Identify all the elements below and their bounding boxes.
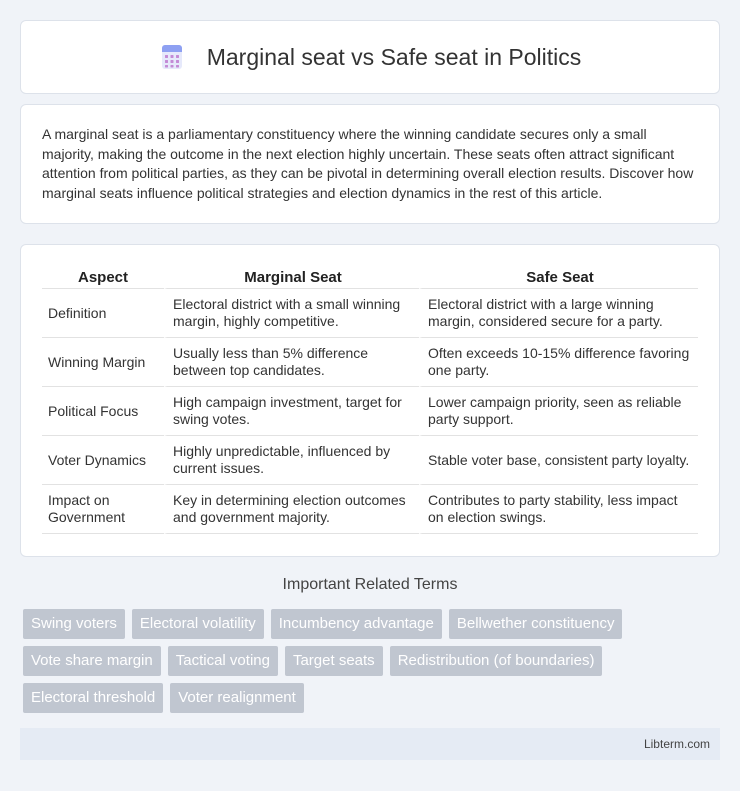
tag-row: [23, 609, 723, 639]
tag-bellwether-constituency[interactable]: Bellwether constituency: [449, 609, 623, 639]
tag-voter-realignment[interactable]: Voter realignment: [170, 683, 304, 713]
table-row: [42, 436, 698, 485]
calculator-icon: [159, 44, 185, 70]
page-title: Marginal seat vs Safe seat in Politics: [206, 43, 582, 70]
row-aspect: Political Focus: [42, 387, 164, 436]
row-marginal: High campaign investment, target for swing votes.: [164, 387, 419, 436]
footer: [20, 728, 720, 760]
header-aspect: Aspect: [42, 267, 164, 289]
tag-swing-voters[interactable]: Swing voters: [23, 609, 125, 639]
header-safe-seat: Safe Seat: [419, 267, 698, 289]
row-safe: Often exceeds 10-15% difference favoring one party.: [419, 338, 698, 387]
row-aspect: Definition: [42, 289, 164, 338]
tag-vote-share-margin[interactable]: Vote share margin: [23, 646, 161, 676]
row-safe: Electoral district with a large winning margin, considered secure for a party.: [419, 289, 698, 338]
footer-site-link[interactable]: Libterm.com: [643, 737, 710, 751]
comparison-table-card: [20, 244, 720, 557]
intro-card: [20, 104, 720, 224]
table-row: [42, 289, 698, 338]
row-marginal: Highly unpredictable, influenced by current issues.: [164, 436, 419, 485]
row-safe: Contributes to party stability, less impact on election swings.: [419, 485, 698, 534]
row-marginal: Electoral district with a small winning margin, highly competitive.: [164, 289, 419, 338]
row-aspect: Impact on Government: [42, 485, 164, 534]
tag-row: [23, 683, 723, 713]
tag-redistribution[interactable]: Redistribution (of boundaries): [390, 646, 603, 676]
table-row: [42, 387, 698, 436]
table-header-row: [42, 267, 698, 289]
intro-text: A marginal seat is a parliamentary constituency where the winning candidate secures only a small majority, making the outcome in the next election highly uncertain. These seats often attract significant attention from political parties, as they can be pivotal in determining overall election results. Discover how marginal seats influence political strategies and election dynamics in the rest of this article.: [42, 126, 694, 201]
row-marginal: Usually less than 5% difference between top candidates.: [164, 338, 419, 387]
table-row: [42, 338, 698, 387]
tag-target-seats[interactable]: Target seats: [285, 646, 383, 676]
related-terms-list: [23, 609, 723, 720]
header-marginal-seat: Marginal Seat: [164, 267, 419, 289]
comparison-table: [42, 267, 698, 534]
related-terms-title: Important Related Terms: [282, 576, 458, 593]
tag-tactical-voting[interactable]: Tactical voting: [168, 646, 278, 676]
tag-electoral-threshold[interactable]: Electoral threshold: [23, 683, 163, 713]
row-marginal: Key in determining election outcomes and government majority.: [164, 485, 419, 534]
row-aspect: Winning Margin: [42, 338, 164, 387]
table-row: [42, 485, 698, 534]
tag-row: [23, 646, 723, 676]
row-safe: Lower campaign priority, seen as reliable party support.: [419, 387, 698, 436]
row-safe: Stable voter base, consistent party loyalty.: [419, 436, 698, 485]
title-card: [20, 20, 720, 94]
tag-incumbency-advantage[interactable]: Incumbency advantage: [271, 609, 442, 639]
tag-electoral-volatility[interactable]: Electoral volatility: [132, 609, 264, 639]
row-aspect: Voter Dynamics: [42, 436, 164, 485]
